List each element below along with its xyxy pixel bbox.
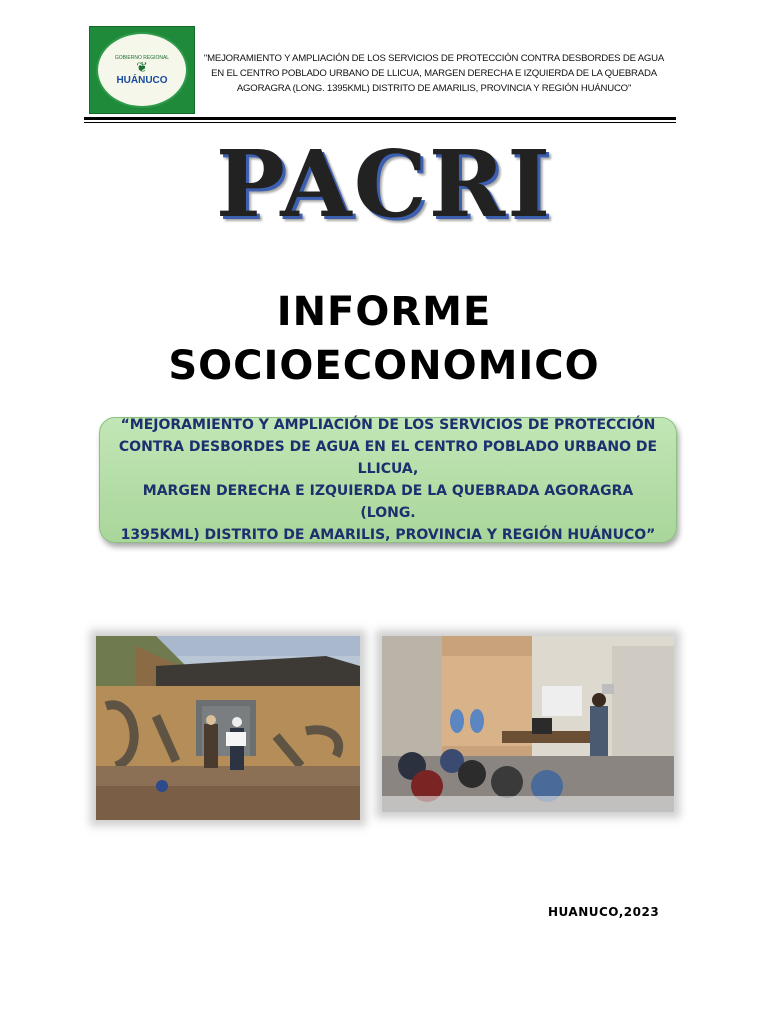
subtitle-line: INFORME (276, 289, 492, 335)
regional-government-logo (89, 26, 195, 114)
bird-icon: ❦ (136, 59, 148, 76)
banner-line: 1395KML) DISTRITO DE AMARILIS, PROVINCIA Y REGIÓN HUÁNUCO” (120, 527, 656, 543)
document-title: PACRI (215, 130, 553, 238)
project-name-banner (99, 417, 677, 543)
header-divider-thick (84, 117, 676, 120)
header-project-title (200, 51, 668, 96)
header-divider-thin (84, 122, 676, 123)
banner-text (118, 414, 658, 546)
photo-community-meeting (382, 636, 674, 812)
document-subtitle (0, 285, 768, 393)
header-line: AGORAGRA (LONG. 1395KML) DISTRITO DE AMARILIS, PROVINCIA Y REGIÓN HUÁNUCO" (236, 83, 632, 94)
photo-adobe-house (96, 636, 360, 820)
header-line: "MEJORAMIENTO Y AMPLIACIÓN DE LOS SERVICIOS DE PROTECCIÓN CONTRA DESBORDES DE AGUA (203, 53, 665, 64)
header-line: EN EL CENTRO POBLADO URBANO DE LLICUA, MARGEN DERECHA E IZQUIERDA DE LA QUEBRADA (211, 68, 657, 79)
place-and-year: HUANUCO,2023 (548, 905, 660, 919)
logo-top-text: GOBIERNO REGIONAL (114, 54, 170, 61)
banner-line: MARGEN DERECHA E IZQUIERDA DE LA QUEBRADA AGORAGRA (LONG. (142, 483, 634, 521)
banner-line: “MEJORAMIENTO Y AMPLIACIÓN DE LOS SERVICIOS DE PROTECCIÓN (120, 417, 656, 433)
banner-line: CONTRA DESBORDES DE AGUA EN EL CENTRO POBLADO URBANO DE LLICUA, (118, 439, 658, 477)
logo-emblem (96, 32, 188, 108)
subtitle-line: SOCIOECONOMICO (168, 343, 600, 389)
logo-name: HUÁNUCO (116, 74, 168, 86)
